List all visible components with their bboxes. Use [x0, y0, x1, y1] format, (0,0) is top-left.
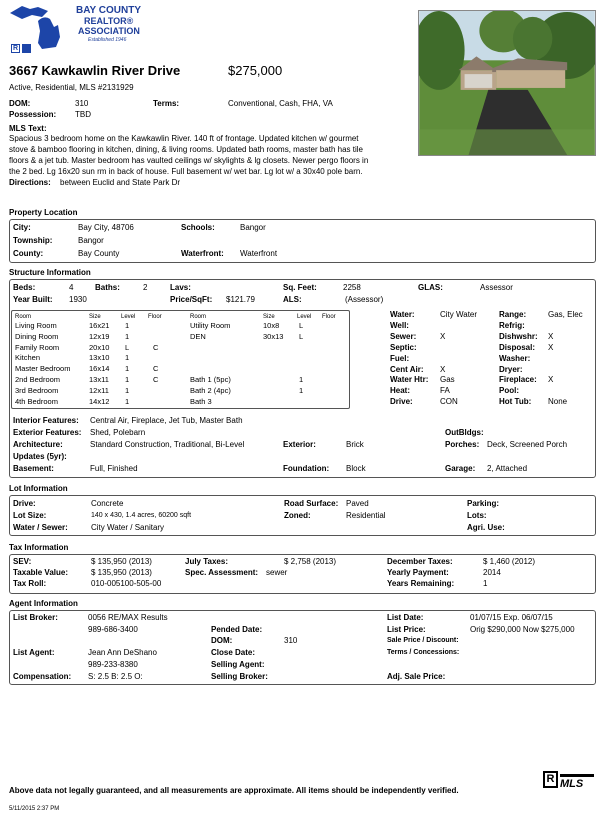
equal-housing-icon: [22, 44, 31, 53]
utility-value: X: [440, 364, 446, 374]
room-name: 4th Bedroom: [15, 396, 58, 406]
room-size: 20x10: [89, 342, 110, 352]
foundation-label: Foundation:: [283, 464, 330, 473]
floor-header: Floor: [322, 314, 336, 320]
lots-label: Lots:: [467, 511, 487, 520]
appliance-label: Fireplace:: [499, 375, 537, 385]
property-address: 3667 Kawkawlin River Drive: [9, 63, 181, 78]
close-date-label: Close Date:: [211, 648, 256, 657]
dom-label: DOM:: [9, 99, 31, 108]
utility-label: Heat:: [390, 386, 411, 396]
room-size: 16x21: [89, 321, 110, 330]
property-photo: [418, 10, 596, 156]
appliance-label: Refrig:: [499, 320, 525, 330]
mls-text-line: the 2 bed. Lg 16x20 sun rm in back of house. Full basement w/ wet bar. Lg lot w/ a 30x40 pole barn.: [9, 167, 363, 176]
room-level: 1: [125, 331, 130, 341]
selling-broker-label: Selling Broker:: [211, 672, 268, 681]
parking-label: Parking:: [467, 499, 500, 508]
agent-phone: 989-233-8380: [88, 660, 138, 669]
sqft-label: Sq. Feet:: [283, 283, 317, 292]
outbldgs-label: OutBldgs:: [445, 428, 484, 437]
waterfront-label: Waterfront:: [181, 249, 224, 258]
tax-roll-value: 010-005100-505-00: [91, 579, 162, 588]
room-name: Kitchen: [15, 353, 41, 363]
road-surface-label: Road Surface:: [284, 499, 339, 508]
room-name: Utility Room: [190, 321, 231, 330]
room-level: 1: [125, 385, 130, 395]
yearly-payment-value: 2014: [483, 568, 501, 577]
yearly-payment-label: Yearly Payment:: [387, 568, 449, 577]
room-size: 13x10: [89, 353, 110, 363]
print-timestamp: 5/11/2015 2:37 PM: [9, 806, 60, 812]
room-size: 12x19: [89, 331, 110, 341]
spec-assessment-label: Spec. Assessment:: [185, 568, 259, 577]
logo-line2: REALTOR®: [84, 16, 134, 26]
room-name: Bath 2 (4pc): [190, 385, 231, 395]
list-agent-value: Jean Ann DeShano: [88, 648, 157, 657]
zoned-label: Zoned:: [284, 511, 311, 520]
drive-label: Drive:: [13, 499, 36, 508]
room-size: 12x11: [89, 385, 109, 395]
appliance-label: Hot Tub:: [499, 397, 532, 407]
garage-value: 2, Attached: [487, 464, 528, 473]
utility-label: Drive:: [390, 397, 413, 407]
als-label: ALS:: [283, 295, 302, 304]
room-floor: C: [153, 375, 159, 384]
list-price-header: $275,000: [228, 63, 283, 78]
realtor-mark-icon: R: [543, 771, 558, 788]
room-size: 14x12: [89, 396, 110, 406]
lavs-label: Lavs:: [170, 283, 191, 292]
property-location-title: Property Location: [9, 208, 78, 217]
appliance-label: Dryer:: [499, 364, 523, 374]
baths-value: 2: [143, 283, 148, 292]
road-surface-value: Paved: [346, 499, 369, 508]
possession-label: Possession:: [9, 110, 57, 119]
compensation-value: S: 2.5 B: 2.5 O:: [88, 672, 143, 681]
appliance-value: X: [548, 331, 554, 341]
room-floor: C: [153, 364, 159, 374]
room-name: 2nd Bedroom: [15, 375, 61, 384]
sqft-value: 2258: [343, 283, 361, 292]
logo-line4: Established 1946: [88, 37, 127, 43]
interior-features-label: Interior Features:: [13, 416, 79, 425]
sale-price-label: Sale Price / Discount:: [387, 637, 459, 644]
utility-label: Water:: [390, 310, 415, 319]
utility-label: Well:: [390, 320, 409, 330]
room-level: L: [299, 331, 304, 341]
county-value: Bay County: [78, 249, 120, 258]
updates-label: Updates (5yr):: [13, 452, 67, 461]
spec-assessment-value: sewer: [266, 568, 288, 577]
drive-value: Concrete: [91, 499, 124, 508]
size-header: Size: [263, 314, 275, 320]
terms-concessions-label: Terms / Concessions:: [387, 649, 460, 656]
exterior-label: Exterior:: [283, 440, 316, 449]
mls-logo: MLS: [560, 778, 584, 790]
appliance-label: Range:: [499, 310, 527, 319]
room-level: 1: [125, 375, 130, 384]
appliance-label: Washer:: [499, 353, 531, 363]
room-level: 1: [299, 385, 304, 395]
baths-label: Baths:: [95, 283, 120, 292]
room-name: Bath 1 (5pc): [190, 375, 231, 384]
room-name: 3rd Bedroom: [15, 385, 59, 395]
logo-line1: BAY COUNTY: [76, 5, 142, 16]
years-remaining-value: 1: [483, 579, 488, 588]
room-header: Room: [15, 314, 32, 320]
room-size: 16x14: [89, 364, 110, 374]
room-level: L: [299, 321, 304, 330]
tax-title: Tax Information: [9, 543, 69, 552]
appliance-value: X: [548, 342, 554, 352]
room-level: 1: [125, 364, 130, 374]
utility-label: Sewer:: [390, 331, 417, 341]
utility-label: Water Htr:: [390, 375, 429, 385]
july-taxes-label: July Taxes:: [185, 557, 228, 566]
december-taxes-label: December Taxes:: [387, 557, 453, 566]
directions-label: Directions:: [9, 178, 51, 187]
township-label: Township:: [13, 236, 53, 245]
room-level: L: [125, 342, 130, 352]
appliance-value: Gas, Elec: [548, 310, 583, 319]
sev-value: $ 135,950 (2013): [91, 557, 152, 566]
room-level: 1: [125, 321, 130, 330]
basement-label: Basement:: [13, 464, 54, 473]
porches-value: Deck, Screened Porch: [487, 440, 568, 449]
beds-label: Beds:: [13, 283, 36, 292]
lot-size-label: Lot Size:: [13, 511, 47, 520]
terms-label: Terms:: [153, 99, 180, 108]
exterior-features-value: Shed, Polebarn: [90, 428, 146, 437]
dom-value: 310: [75, 99, 89, 108]
zoned-value: Residential: [346, 511, 386, 520]
selling-agent-label: Selling Agent:: [211, 660, 265, 669]
interior-features-value: Central Air, Fireplace, Jet Tub, Master Bath: [90, 416, 243, 425]
logo-line3: ASSOCIATION: [78, 26, 140, 36]
water-sewer-label: Water / Sewer:: [13, 523, 68, 532]
compensation-label: Compensation:: [13, 672, 72, 681]
terms-value: Conventional, Cash, FHA, VA: [228, 99, 333, 108]
utility-value: X: [440, 331, 446, 341]
waterfront-value: Waterfront: [240, 249, 278, 258]
list-price-label: List Price:: [387, 625, 426, 634]
year-built-value: 1930: [69, 295, 87, 304]
list-date-value: 01/07/15 Exp. 06/07/15: [470, 613, 553, 622]
appliance-label: Pool:: [499, 386, 519, 396]
mls-text-line: floors & a jet tub. Master bedroom has vaulted ceilings w/ skylights & lg closets. Newer pergo floors in: [9, 156, 369, 165]
county-label: County:: [13, 249, 44, 258]
lot-title: Lot Information: [9, 484, 68, 493]
exterior-features-label: Exterior Features:: [13, 428, 82, 437]
pended-date-label: Pended Date:: [211, 625, 263, 634]
agri-use-label: Agri. Use:: [467, 523, 505, 532]
broker-phone: 989-686-3400: [88, 625, 138, 634]
utility-label: Septic:: [390, 342, 417, 352]
directions-value: between Euclid and State Park Dr: [60, 178, 181, 187]
room-header: Room: [190, 314, 207, 320]
room-size: 10x8: [263, 321, 280, 330]
sev-label: SEV:: [13, 557, 32, 566]
water-sewer-value: City Water / Sanitary: [91, 523, 165, 532]
room-name: Bath 3: [190, 396, 212, 406]
room-name: Family Room: [15, 342, 60, 352]
tax-roll-label: Tax Roll:: [13, 579, 47, 588]
status-line: Active, Residential, MLS #2131929: [9, 83, 134, 92]
realtor-r-icon: R: [12, 45, 19, 52]
price-sqft-label: Price/SqFt:: [170, 295, 213, 304]
room-name: Dining Room: [15, 331, 59, 341]
basement-value: Full, Finished: [90, 464, 138, 473]
structure-title: Structure Information: [9, 268, 91, 277]
agent-dom-value: 310: [284, 636, 298, 645]
utility-value: FA: [440, 386, 450, 396]
list-agent-label: List Agent:: [13, 648, 55, 657]
mls-text-line: Spacious 3 bedroom home on the Kawkawlin River. 140 ft of frontage. Updated kitchen w/ gourmet: [9, 134, 359, 143]
township-value: Bangor: [78, 236, 104, 245]
beds-value: 4: [69, 283, 74, 292]
july-taxes-value: $ 2,758 (2013): [284, 557, 337, 566]
room-name: Living Room: [15, 321, 57, 330]
room-size: 13x11: [89, 375, 109, 384]
glas-label: GLAS:: [418, 283, 443, 292]
schools-label: Schools:: [181, 223, 215, 232]
possession-value: TBD: [75, 110, 91, 119]
room-name: DEN: [190, 331, 206, 341]
city-label: City:: [13, 223, 31, 232]
room-name: Master Bedroom: [15, 364, 71, 374]
room-level: 1: [299, 375, 304, 384]
utility-label: Cent Air:: [390, 364, 424, 374]
mls-text-label: MLS Text:: [9, 124, 47, 133]
years-remaining-label: Years Remaining:: [387, 579, 455, 588]
year-built-label: Year Built:: [13, 295, 53, 304]
garage-label: Garage:: [445, 464, 476, 473]
agent-title: Agent Information: [9, 599, 78, 608]
mls-logo-bar: [560, 774, 594, 777]
utility-value: CON: [440, 397, 458, 407]
list-broker-value: 0056 RE/MAX Results: [88, 613, 168, 622]
architecture-label: Architecture:: [13, 440, 63, 449]
utility-label: Fuel:: [390, 353, 410, 363]
foundation-value: Block: [346, 464, 366, 473]
level-header: Level: [297, 314, 312, 320]
porches-label: Porches:: [445, 440, 480, 449]
architecture-value: Standard Construction, Traditional, Bi-Level: [90, 440, 245, 449]
room-floor: C: [153, 342, 159, 352]
mls-text-line: stove & bamboo flooring in kitchen, dining, & living rooms. Updated bath rooms, master bath has tile: [9, 145, 363, 154]
city-value: Bay City, 48706: [78, 223, 134, 232]
room-level: 1: [125, 396, 130, 406]
list-price-value: Orig $290,000 Now $275,000: [470, 625, 575, 634]
utility-value: City Water: [440, 310, 478, 319]
list-broker-label: List Broker:: [13, 613, 58, 622]
level-header: Level: [121, 314, 136, 320]
taxable-value-label: Taxable Value:: [13, 568, 68, 577]
appliance-label: Disposal:: [499, 342, 536, 352]
appliance-label: Dishwshr:: [499, 331, 538, 341]
exterior-value: Brick: [346, 440, 364, 449]
disclaimer: Above data not legally guaranteed, and all measurements are approximate. All items should be independently verified.: [9, 786, 459, 795]
agent-dom-label: DOM:: [211, 636, 233, 645]
december-taxes-value: $ 1,460 (2012): [483, 557, 536, 566]
price-sqft-value: $121.79: [226, 295, 255, 304]
appliance-value: None: [548, 397, 568, 407]
als-value: (Assessor): [345, 295, 384, 304]
taxable-value-value: $ 135,950 (2013): [91, 568, 152, 577]
glas-value: Assessor: [480, 283, 513, 292]
floor-header: Floor: [148, 314, 162, 320]
room-size: 30x13: [263, 331, 284, 341]
list-date-label: List Date:: [387, 613, 424, 622]
adj-sale-price-label: Adj. Sale Price:: [387, 672, 446, 681]
utility-value: Gas: [440, 375, 455, 385]
schools-value: Bangor: [240, 223, 266, 232]
appliance-value: X: [548, 375, 554, 385]
room-level: 1: [125, 353, 130, 363]
lot-size-value: 140 x 430, 1.4 acres, 60200 sqft: [91, 512, 192, 519]
size-header: Size: [89, 314, 101, 320]
bay-county-logo: [8, 3, 158, 55]
